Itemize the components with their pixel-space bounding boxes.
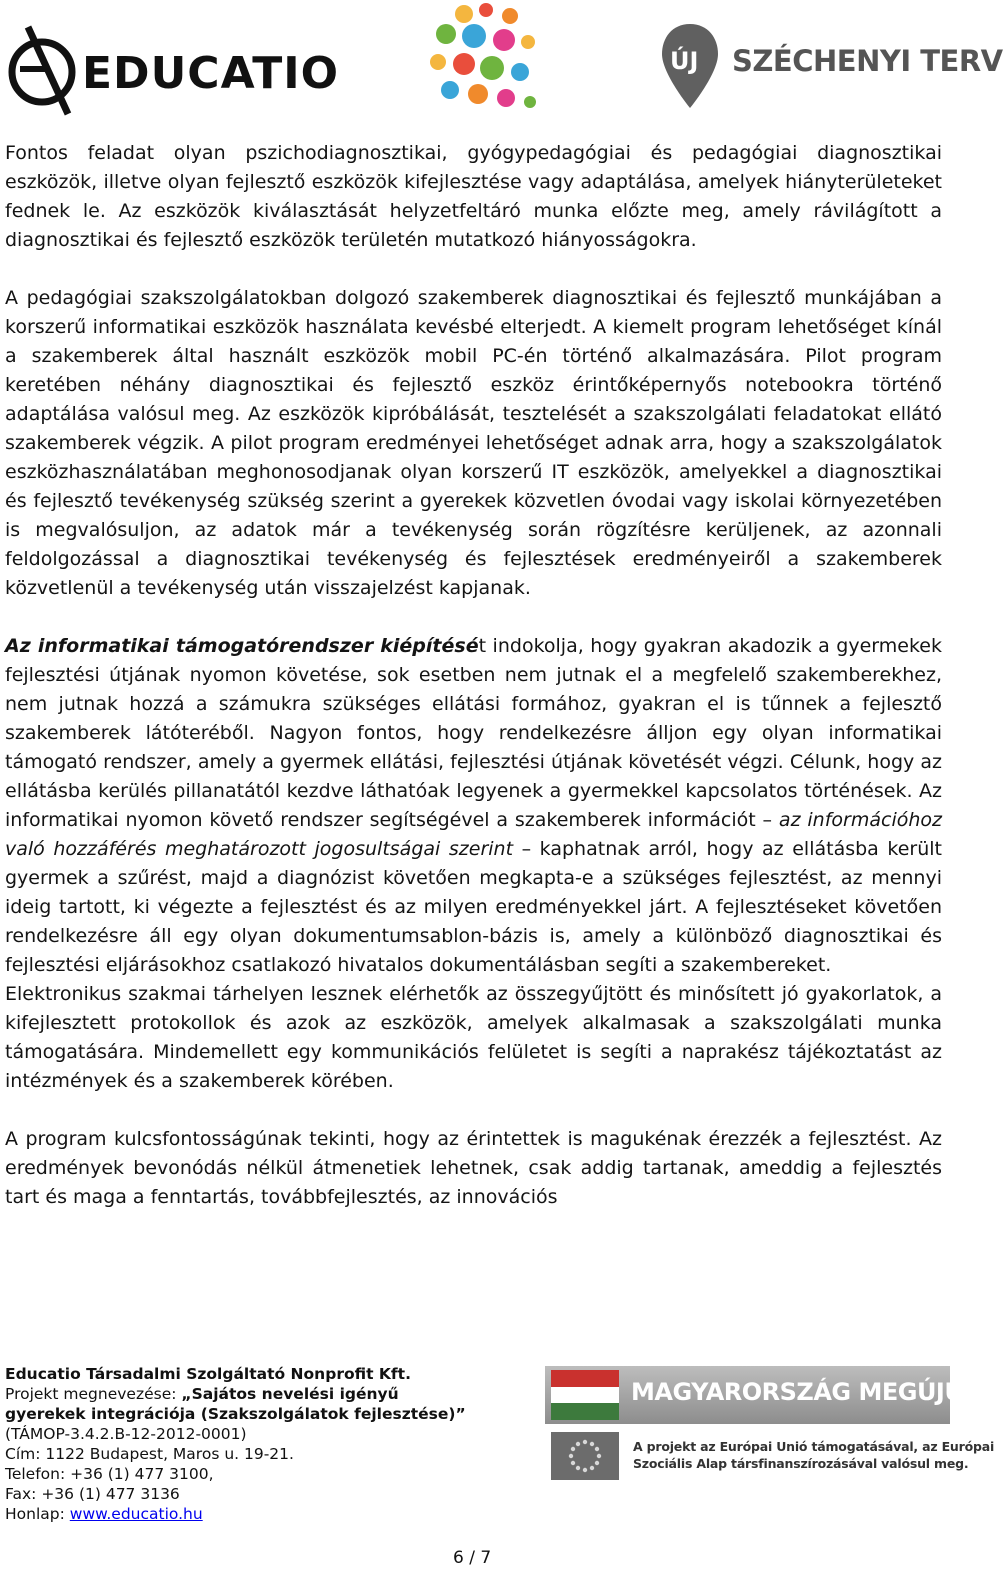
educatio-logo <box>6 22 356 117</box>
colorful-dots-logo-icon <box>424 2 540 114</box>
footer-org: Educatio Társadalmi Szolgáltató Nonprofit Kft. <box>5 1365 411 1383</box>
footer-contact <box>5 1364 525 1524</box>
szechenyi-terv-logo <box>660 20 1003 110</box>
footer-address: Cím: 1122 Budapest, Maros u. 19-21. <box>5 1445 294 1463</box>
page-number: 6 / 7 <box>453 1548 492 1568</box>
italic-phrase: az információhoz való hozzáférés meghatározott jogosultságai szerint <box>5 809 942 860</box>
eu-support-banner <box>545 1366 995 1484</box>
banner-text: MAGYARORSZÁG MEGÚJUL <box>631 1378 979 1406</box>
eu-flag-icon <box>551 1432 619 1480</box>
eu-support-line-2: Szociális Alap társfinanszírozásával valósul meg. <box>633 1456 969 1471</box>
paragraph-1: Fontos feladat olyan pszichodiagnosztikai, gyógypedagógiai és pedagógiai diagnosztikai eszközök, illetve olyan fejlesztő eszközök kifejlesztése vagy adaptálása, amelyek hiányterületeket fednek le. Az eszközök kiválasztását helyzetfeltáró munka előzte meg, amely rávilágított a diagnosztikai és fejlesztő eszközök területén mutatkozó hiányosságokra. <box>5 142 942 251</box>
footer-phone: Telefon: +36 (1) 477 3100, <box>5 1465 214 1483</box>
magyarorszag-megujul-banner <box>545 1366 979 1424</box>
paragraph-3-part-1: t indokolja, hogy gyakran akadozik a gyermekek fejlesztési útjának nyomon követése, sok esetben nem jutnak el a megfelelő szakemberekhez, nem jutnak hozzá a számukra szükséges ellátási formához, gyakran el is tűnnek a fejlesztő szakemberek látóteréből. Nagyon fontos, hogy rendelkezésre álljon egy olyan informatikai támogató rendszer, amely a gyermek ellátási, fejlesztési útjának követését végzi. Célunk, hogy az ellátásba kerülés pillanatától kezdve láthatóak legyenek a gyermekkel kapcsolatos történések. Az informatikai nyomon követő rendszer segítségével a szakemberek információt – <box>5 635 942 831</box>
szechenyi-terv-text: SZÉCHENYI TERV <box>732 44 1003 78</box>
document-body <box>5 139 942 1212</box>
bold-italic-phrase: Az informatikai támogatórendszer kiépítésé <box>5 635 479 657</box>
educatio-logo-text: EDUCATIO <box>82 48 340 99</box>
footer-project-label: Projekt megnevezése: <box>5 1385 182 1403</box>
paragraph-3-part-2: – kaphatnak arról, hogy az ellátásba került gyermek a szűrést, majd a diagnózist követően megkapta-e a szükséges fejlesztést, az mennyi ideig tartott, ki végezte a fejlesztést és az milyen eredményekkel járt. A fejlesztéseket követően rendelkezésre áll egy olyan dokumentumsablon-bázis is, amely a különböző diagnosztikai és fejlesztési eljárásokhoz csatlakozó hivatalos dokumentálásban segíti a szakembereket. <box>5 838 942 976</box>
paragraph-2: A pedagógiai szakszolgálatokban dolgozó szakemberek diagnosztikai és fejlesztő munkájában a korszerű informatikai eszközök használata kevésbé elterjedt. A kiemelt program lehetőséget kínál a szakemberek által használt eszközök mobil PC-én történő alkalmazására. Pilot program keretében néhány diagnosztikai és fejlesztő eszköz érintőképernyős notebookra történő adaptálása valósul meg. Az eszközök kipróbálását, tesztelését a szakszolgálati feladatokat ellátó szakemberek végzik. A pilot program eredményei lehetőséget adnak arra, hogy a szakszolgálatok eszközhasználatában meghonosodjanak olyan korszerű IT eszközök, amelyekkel a diagnosztikai és fejlesztő tevékenység szükség szerint a gyerekek közvetlen óvodai vagy iskolai környezetében is megvalósuljon, az adatok már a tevékenység során rögzítésre kerüljenek, az azonnali feldolgozással a diagnosztikai tevékenység és fejlesztések eredményeiről a szakemberek közvetlenül a tevékenység után visszajelzést kapjanak. <box>5 287 942 599</box>
paragraph-4: Elektronikus szakmai tárhelyen lesznek elérhetők az összegyűjtött és minősített jó gyakorlatok, a kifejlesztett protokollok és azok az eszközök, amelyek alkalmasak a szakszolgálati munka támogatására. Mindemellett egy kommunikációs felületet is segíti a naprakész tájékoztatást az intézmények és a szakemberek körében. <box>5 983 942 1092</box>
paragraph-5: A program kulcsfontosságúnak tekinti, hogy az érintettek is magukénak érezzék a fejlesztést. Az eredmények bevonódás nélkül átmenetiek lehetnek, csak addig tartanak, ameddig a fejlesztés tart és maga a fenntartás, továbbfejlesztés, az innovációs <box>5 1128 942 1208</box>
eu-stars-icon <box>551 1432 619 1480</box>
footer-project <box>5 1384 525 1404</box>
uj-text: ÚJ <box>670 47 699 75</box>
footer-project-name-2: gyerekek integrációja (Szakszolgálatok fejlesztése)” <box>5 1405 466 1423</box>
paragraph-3 <box>5 632 942 980</box>
footer-web <box>5 1504 525 1524</box>
footer-project-name-1: „Sajátos nevelési igényű <box>181 1385 399 1403</box>
eu-support-line-1: A projekt az Európai Unió támogatásával, az Európai <box>633 1439 995 1454</box>
footer-web-link[interactable]: www.educatio.hu <box>69 1505 203 1523</box>
footer-fax: Fax: +36 (1) 477 3136 <box>5 1485 180 1503</box>
hungarian-flag-icon <box>551 1370 619 1420</box>
eu-support-text <box>633 1438 995 1472</box>
educatio-emblem-icon <box>6 22 86 117</box>
footer-project-code: (TÁMOP-3.4.2.B-12-2012-0001) <box>5 1425 247 1443</box>
footer-web-label: Honlap: <box>5 1505 70 1523</box>
